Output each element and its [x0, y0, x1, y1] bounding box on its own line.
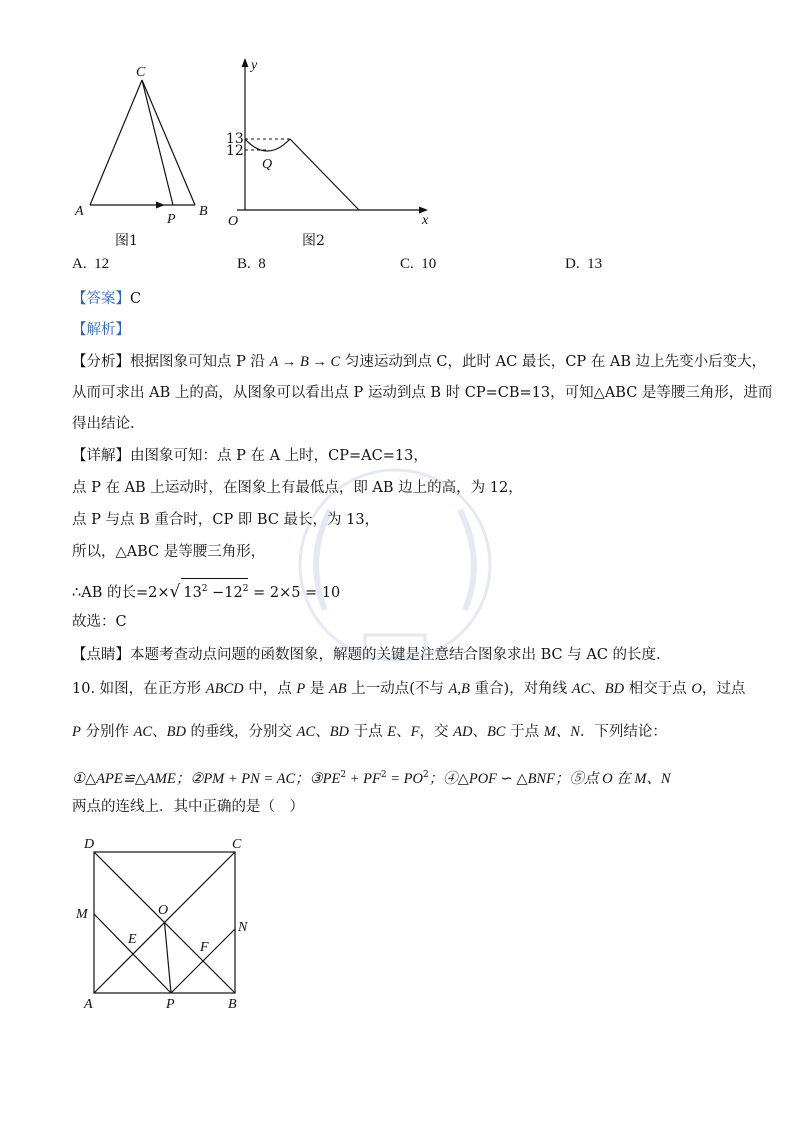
figure-1-triangle: [70, 55, 220, 249]
analysis-line-3: 得出结论.: [72, 416, 135, 432]
fig3-label-o: O: [158, 903, 169, 918]
fig3-label-d: D: [84, 837, 95, 852]
fig2-label-o: O: [228, 214, 239, 229]
dianjing-line: 【点睛】本题考查动点问题的函数图象，解题的关键是注意结合图象求出 BC 与 AC 的长度.: [72, 647, 661, 663]
fig1-label-a: A: [75, 204, 84, 219]
fig3-label-b: B: [228, 997, 237, 1012]
fig2-tick-13: 13: [226, 131, 244, 147]
watermark-emblem: [270, 440, 520, 690]
fig1-label-p: P: [167, 212, 176, 227]
option-a: A. 12: [72, 256, 110, 272]
answer-tag: 【答案】: [72, 291, 130, 307]
answer-line: [72, 289, 141, 309]
dianjing-tag: 【点睛】: [72, 647, 130, 663]
detail-line-5-formula: ∴AB 的长=2×√ $13^2 -12^2 = 2\times 5 = 10$: [72, 578, 340, 603]
fig1-caption: 图1: [115, 233, 138, 249]
fig2-tick-12: 12: [226, 143, 244, 159]
fig3-label-f: F: [200, 940, 209, 955]
analysis-tag: 【解析】: [72, 322, 130, 338]
detail-line-1: 【详解】由图象可知：点 P 在 A 上时，CP=AC=13，: [72, 448, 428, 464]
option-d: D. 13: [565, 256, 603, 272]
detail-line-3: 点 P 与点 B 重合时，CP 即 BC 最长，为 13，: [72, 512, 380, 528]
detail-line-6: 故选：C: [72, 614, 127, 630]
fig2-label-x: x: [422, 213, 429, 228]
fig3-label-e: E: [128, 932, 137, 947]
detail-line-4: 所以，△ABC 是等腰三角形，: [72, 544, 266, 560]
motion-path: A → B → C: [269, 354, 341, 370]
analysis-line-1: 【分析】根据图象可知点 P 沿 A → B → C 匀速运动到点 C，此时 AC 最长，CP 在 AB 边上先变小后变大，: [72, 354, 767, 370]
fig3-label-p: P: [166, 997, 175, 1012]
fig3-label-a: A: [84, 997, 93, 1012]
option-b: B. 8: [237, 256, 266, 272]
figure-2-graph: [222, 55, 437, 249]
analysis-line-2: 从而可求出 AB 上的高，从图象可以看出点 P 运动到点 B 时 CP=CB=13，可知△ABC 是等腰三角形，进而: [72, 385, 773, 401]
q10-line-3-conclusions: ①△APE≌△AME；②PM + PN = AC；$③PE^2 + PF^2 = PO^2$；④△POF ∽ △BNF；⑤点 O 在 M、N: [72, 770, 671, 787]
fenxi-tag: 【分析】: [72, 354, 130, 370]
detail-line-2: 点 P 在 AB 上运动时，在图象上有最低点，即 AB 边上的高，为 12，: [72, 480, 523, 496]
q10-line-4: 两点的连线上．其中正确的是（ ）: [72, 799, 304, 815]
figure-3-square: [70, 830, 270, 1015]
detail-tag: 【详解】: [72, 448, 130, 464]
option-c: C. 10: [400, 256, 437, 272]
q10-line-2: P 分别作 AC、BD 的垂线，分别交 AC、BD 于点 E、F，交 AD、BC 于点 M、N．下列结论：: [72, 724, 667, 740]
fig3-label-m: M: [76, 907, 88, 922]
answer-value: C: [130, 291, 142, 307]
fig2-caption: 图2: [302, 233, 325, 249]
fig2-label-q: Q: [262, 157, 273, 172]
fig3-label-c: C: [232, 837, 242, 852]
q10-line-1: 10. 如图，在正方形 ABCD 中，点 P 是 AB 上一动点(不与 A,B 重合)，对角线 AC、BD 相交于点 O，过点: [72, 681, 746, 697]
fig1-label-c: C: [136, 65, 146, 80]
fig2-label-y: y: [251, 58, 258, 73]
fig3-label-n: N: [238, 920, 248, 935]
fig1-label-b: B: [199, 204, 208, 219]
